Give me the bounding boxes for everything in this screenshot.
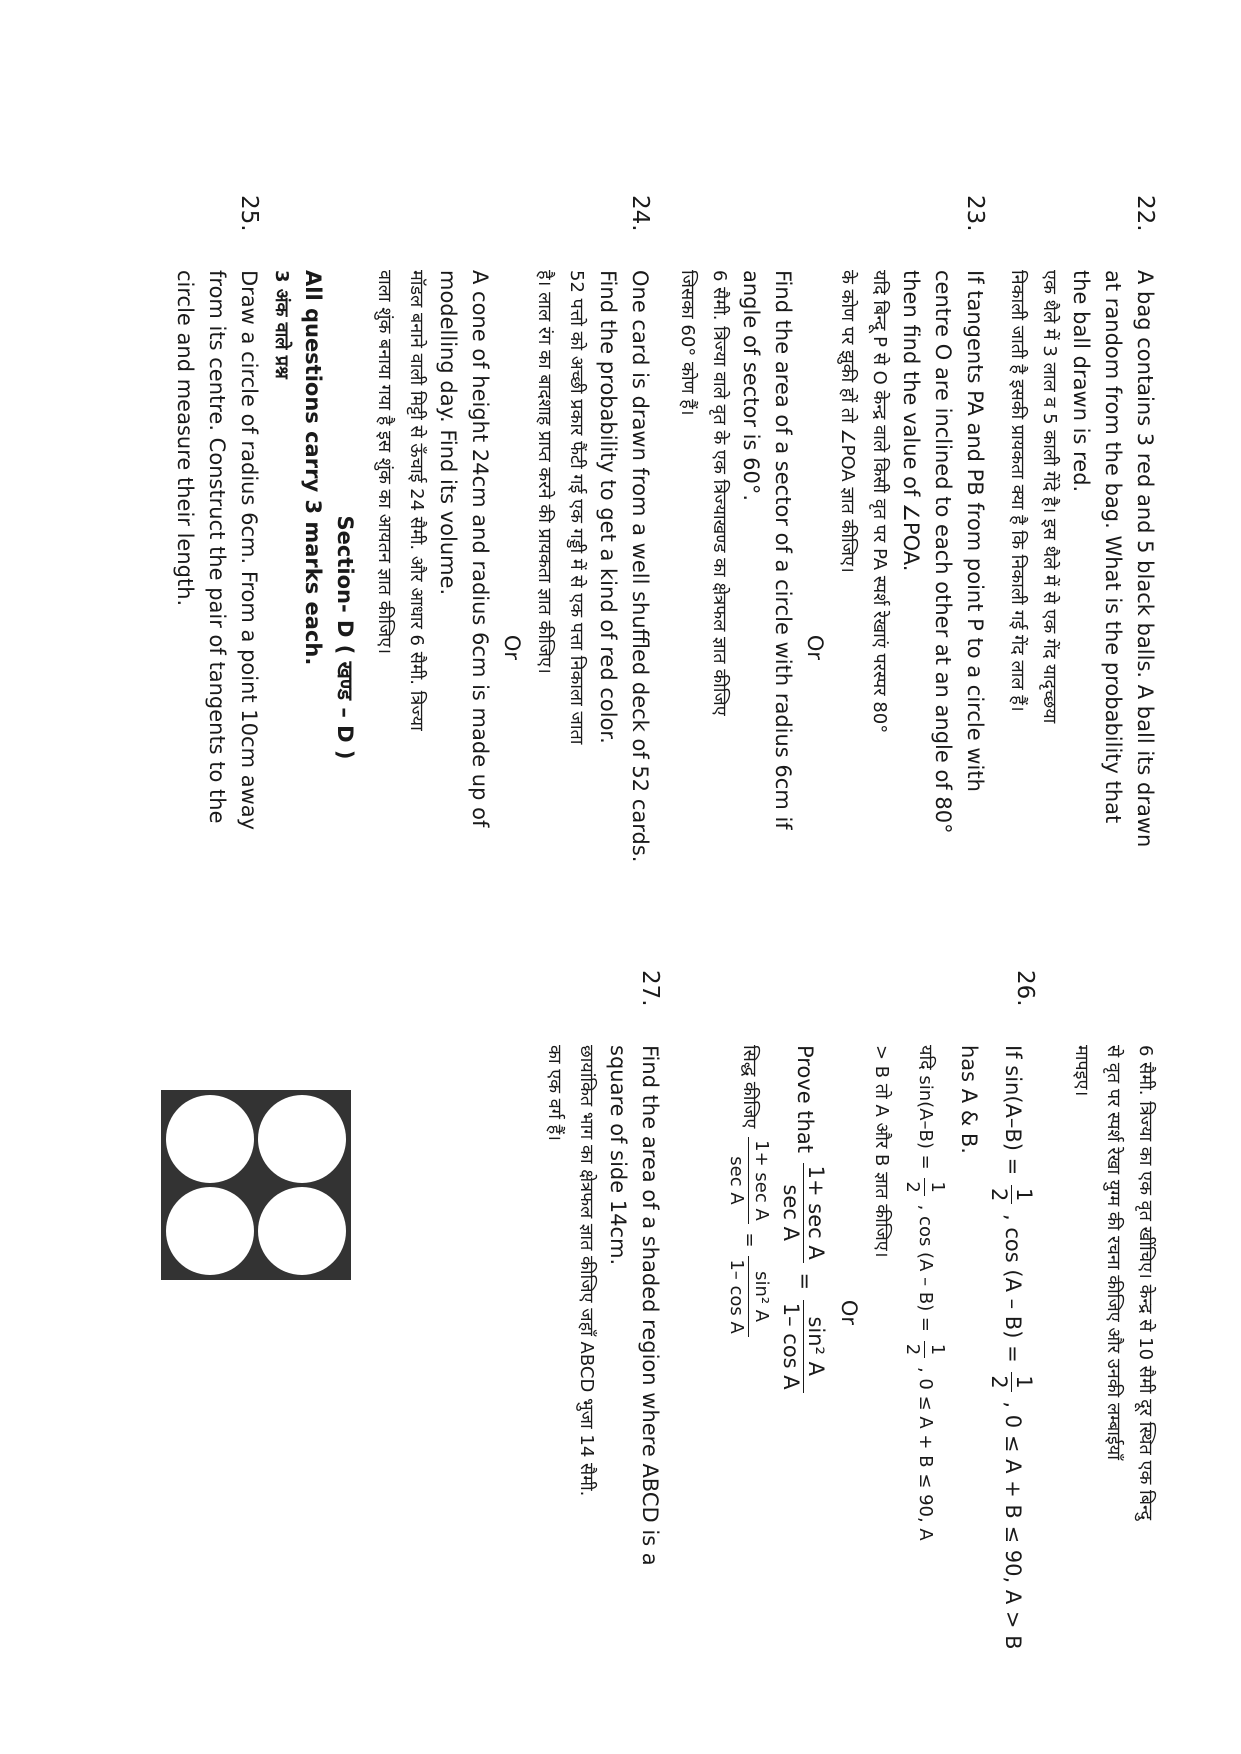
- q25-line-3: circle and measure their length.: [173, 270, 197, 607]
- numerator: sin² A: [749, 1256, 774, 1337]
- q27-line-2: square of side 14cm.: [606, 1045, 630, 1266]
- numerator: 1: [925, 1178, 950, 1195]
- q24-line-2: Find the probability to get a kind of red color.: [596, 270, 620, 744]
- fraction: [780, 1163, 829, 1263]
- q23-alt-line-1: Find the area of a sector of a circle with radius 6cm if: [771, 270, 795, 830]
- q24-line-1: One card is drawn from a well shuffled deck of 52 cards.: [628, 270, 652, 863]
- circle-top-right: [258, 1187, 346, 1275]
- section-marks-note: All questions carry 3 marks each.: [301, 270, 325, 666]
- q24-hindi-2: है। लाल रंग का बादशाह प्राप्त करने की प्रायकता ज्ञात कीजिए।: [534, 270, 555, 674]
- q26-text-b: , cos (A – B) =: [1001, 1214, 1025, 1363]
- denominator: 2: [987, 1187, 1012, 1202]
- question-number: 25.: [236, 195, 262, 232]
- fraction: [780, 1300, 829, 1393]
- question-24: [368, 195, 656, 1005]
- numerator: 1: [925, 1341, 950, 1358]
- question-25-continued: [1065, 1000, 1161, 1560]
- denominator: sec A: [779, 1184, 804, 1241]
- denominator: sec A: [726, 1156, 748, 1205]
- circle-bottom-left: [166, 1095, 254, 1183]
- q24-hindi-1: 52 पत्तो को अच्छी प्रकार फैंटी गई एक गड्डी में से एक पत्ता निकाला जाता: [566, 270, 587, 745]
- fraction: [725, 1137, 774, 1224]
- q24-alt-line-1: A cone of height 24cm and radius 6cm is made up of: [468, 270, 492, 828]
- q23-alt-hindi-1: 6 सैमी. त्रिज्या वाले वृत के एक त्रिज्याखण्ड का क्षेत्रफल ज्ञात कीजिए: [709, 270, 730, 716]
- question-23: [671, 195, 991, 1005]
- q25-hindi-3: मापइए।: [1071, 1045, 1092, 1097]
- q26-hindi-a: यदि sin(A–B) =: [915, 1045, 936, 1170]
- q26-prove-row: [777, 1045, 833, 1560]
- denominator: 1– cos A: [726, 1259, 748, 1334]
- q23-hindi-1: यदि बिन्दू P से O केन्द्र वाले किसी वृत पर PA स्पर्श रेखाएं परस्पर 80°: [869, 270, 890, 734]
- denominator: 1– cos A: [779, 1302, 804, 1390]
- q22-line-2: at random from the bag. What is the probability that: [1101, 270, 1125, 824]
- q23-line-1: If tangents PA and PB from point P to a circle with: [963, 270, 987, 792]
- q22-hindi-1: एक थैले में 3 लाल व 5 काली गेंदे है। इस थैले में से एक गेंद यादृच्छया: [1039, 270, 1060, 724]
- q25-hindi-1: 6 सैमी. त्रिज्या का एक वृत खींचिए। केन्द्र से 10 सैमी दूर स्थित एक बिन्दु: [1135, 1045, 1156, 1521]
- question-25: [169, 195, 265, 1005]
- q27-hindi-2: का एक वर्ग हैं।: [544, 1045, 565, 1141]
- section-title: Section- D ( खण्ड – D ): [333, 515, 357, 760]
- q23-alt-hindi-2: जिसका 60° कोण हैं।: [677, 270, 698, 416]
- q26-line-1: [985, 1045, 1041, 1650]
- numerator: 1+ sec A: [749, 1137, 774, 1224]
- right-column: [0, 970, 1241, 1650]
- equals-sign: =: [793, 1272, 817, 1291]
- denominator: 2: [987, 1375, 1012, 1389]
- section-hindi-note: 3 अंक वाले प्रश्न: [271, 270, 292, 379]
- fraction: [725, 1256, 774, 1337]
- numerator: 1: [1012, 1372, 1037, 1391]
- question-27: [538, 970, 666, 1566]
- q27-hindi-1: छायांकित भाग का क्षेत्रफल ज्ञात कीजिए जहाँ ABCD भुजा 14 सैमी.: [576, 1045, 597, 1497]
- prove-label: Prove that: [793, 1045, 817, 1153]
- question-number: 23.: [962, 195, 988, 232]
- or-separator: Or: [837, 1299, 861, 1326]
- or-separator: Or: [803, 634, 827, 661]
- q24-alt-line-2: modelling day. Find its volume.: [436, 270, 460, 596]
- q22-line-3: the ball drawn is red.: [1069, 270, 1093, 493]
- q27-line-1: Find the area of a shaded region where ABCD is a: [638, 1045, 662, 1566]
- q23-line-3: then find the value of ∠POA.: [899, 270, 923, 572]
- numerator: sin² A: [804, 1300, 829, 1393]
- numerator: 1: [1012, 1185, 1037, 1204]
- siddh-label: सिद्ध कीजिए: [739, 1045, 760, 1129]
- q22-hindi-2: निकाली जाती है इसकी प्रायकता क्या है कि निकाली गई गेंद लाल हैं।: [1007, 270, 1028, 712]
- q26-hindi-line-2: > B तो A और B ज्ञात कीजिए।: [871, 1045, 892, 1258]
- question-22: [1001, 195, 1161, 1005]
- q26-text-c: , 0 ≤ A + B ≤ 90, A > B: [1001, 1401, 1025, 1650]
- q23-line-2: centre O are inclined to each other at an angle of 80°: [931, 270, 955, 834]
- question-number: 22.: [1132, 195, 1158, 232]
- section-d-header: [265, 225, 361, 1005]
- question-26: [721, 970, 1041, 1650]
- circle-top-left: [258, 1095, 346, 1183]
- q24-alt-hindi-2: वाला शुंक बनाया गया है इस शुंक का आयतन ज्ञात कीजिए।: [374, 270, 395, 655]
- shaded-square-figure: [161, 1090, 351, 1280]
- q26-text-a: If sin(A–B) =: [1001, 1045, 1025, 1176]
- q26-hindi-c: , 0 ≤ A + B ≤ 90, A: [915, 1366, 936, 1541]
- q26-line-2: has A & B.: [957, 1045, 981, 1154]
- or-separator: Or: [500, 634, 524, 661]
- q23-alt-line-2: angle of sector is 60°.: [739, 270, 763, 501]
- q26-hindi-b: , cos (A – B) =: [915, 1204, 936, 1333]
- circle-bottom-right: [166, 1187, 254, 1275]
- denominator: 2: [902, 1343, 924, 1356]
- fraction: [988, 1185, 1037, 1204]
- question-number: 26.: [1012, 970, 1038, 1007]
- fraction: [901, 1178, 950, 1195]
- q23-hindi-2: के कोण पर झुकी हों तो ∠POA ज्ञात कीजिए।: [837, 270, 858, 573]
- q25-hindi-2: से वृत पर स्पर्श रेखा युग्म की रचना कीजिए और उनकी लम्बाईयाँ: [1103, 1045, 1124, 1460]
- question-number: 27.: [637, 970, 663, 1007]
- equals-sign: =: [739, 1232, 760, 1248]
- q22-line-1: A bag contains 3 red and 5 black balls. A ball its drawn: [1133, 270, 1157, 848]
- q26-siddh-row: [721, 1045, 777, 1560]
- q24-alt-hindi-1: मॉडल बनाने वाली मिट्टी से ऊँचाई 24 सैमी. और आधार 6 सैमी. त्रिज्या: [406, 270, 427, 731]
- numerator: 1+ sec A: [804, 1163, 829, 1263]
- left-column: [0, 195, 1241, 1005]
- q25-line-1: Draw a circle of radius 6cm. From a point 10cm away: [237, 270, 261, 831]
- denominator: 2: [902, 1181, 924, 1193]
- fraction: [901, 1341, 950, 1358]
- q26-hindi-line-1: [897, 1045, 953, 1560]
- fraction: [988, 1372, 1037, 1391]
- question-number: 24.: [627, 195, 653, 232]
- q25-line-2: from its centre. Construct the pair of tangents to the: [205, 270, 229, 824]
